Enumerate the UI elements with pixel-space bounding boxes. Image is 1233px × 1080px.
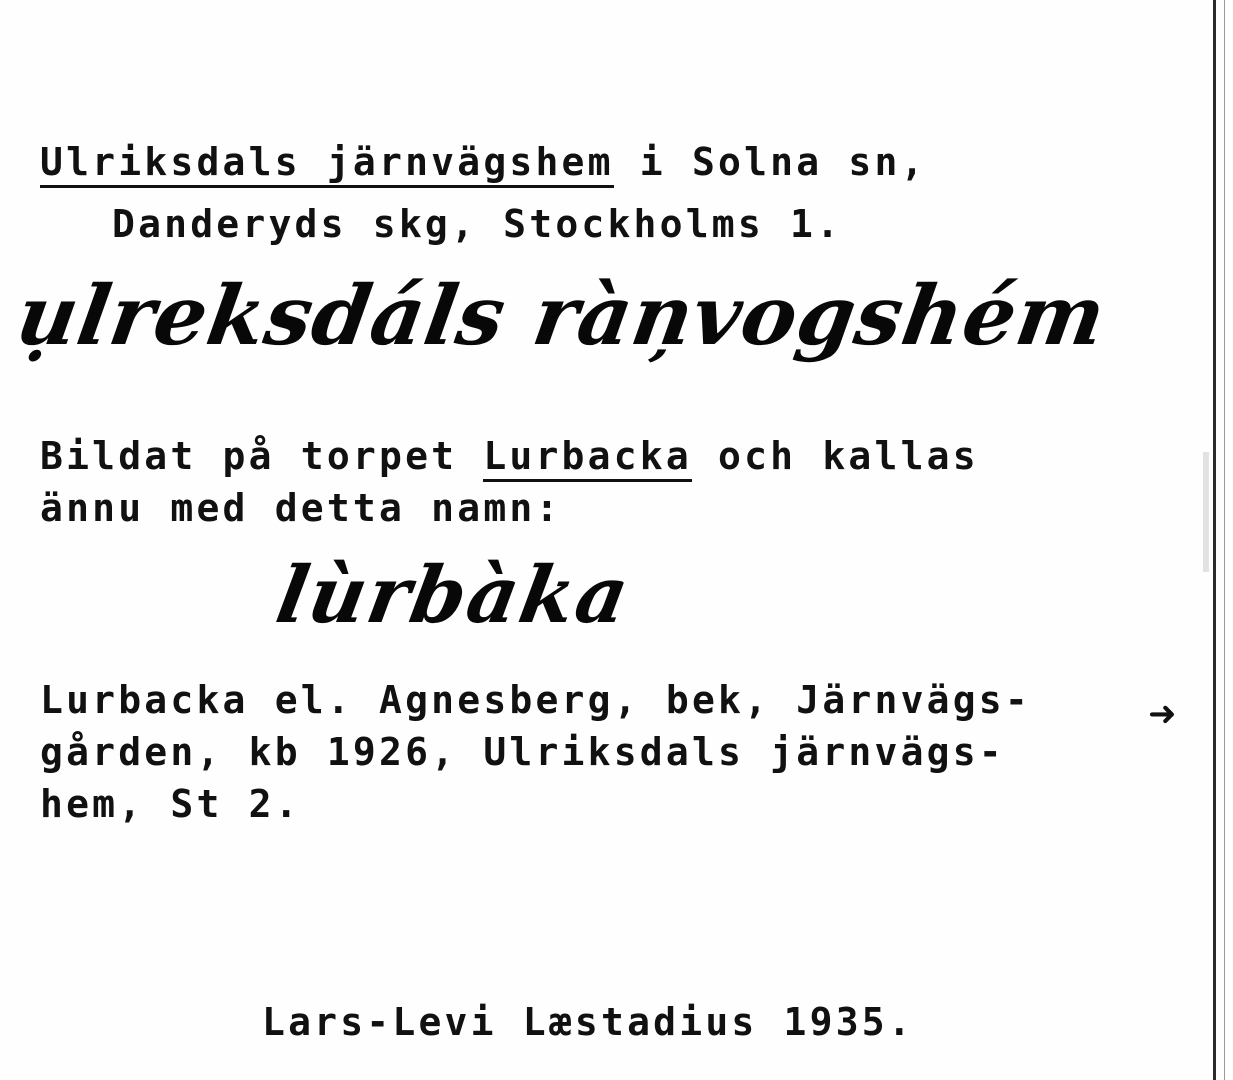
croft-name-underlined: Lurbacka bbox=[483, 434, 692, 482]
scan-edge-line bbox=[1213, 0, 1216, 1080]
scan-edge-line-secondary bbox=[1224, 0, 1225, 1080]
body-text-pre: Bildat på torpet bbox=[40, 434, 484, 478]
card-heading-line-2: Danderyds skg, Stockholms 1. bbox=[112, 202, 843, 246]
card-attribution: Lars-Levi Læstadius 1935. bbox=[262, 1000, 914, 1044]
card-body-line-3: Lurbacka el. Agnesberg, bek, Järnvägs- bbox=[40, 678, 1031, 722]
place-name-rest: i Solna sn, bbox=[613, 140, 927, 184]
card-heading-line-1 bbox=[40, 140, 927, 184]
card-body-line-5: hem, St 2. bbox=[40, 782, 301, 826]
handwritten-pronunciation-place: ụlreksdáls ràņvogshém bbox=[10, 268, 1113, 364]
place-name-underlined: Ulriksdals järnvägshem bbox=[40, 140, 614, 188]
line-continuation-arrow-icon: ➜ bbox=[1148, 694, 1177, 734]
handwritten-pronunciation-croft: lùrbàka bbox=[269, 550, 638, 641]
body-text-post: och kallas bbox=[691, 434, 979, 478]
card-body-line-2: ännu med detta namn: bbox=[40, 486, 562, 530]
card-body-line-4: gården, kb 1926, Ulriksdals järnvägs- bbox=[40, 730, 1005, 774]
scan-artifact bbox=[1203, 452, 1209, 572]
card-body-line-1 bbox=[40, 434, 979, 478]
